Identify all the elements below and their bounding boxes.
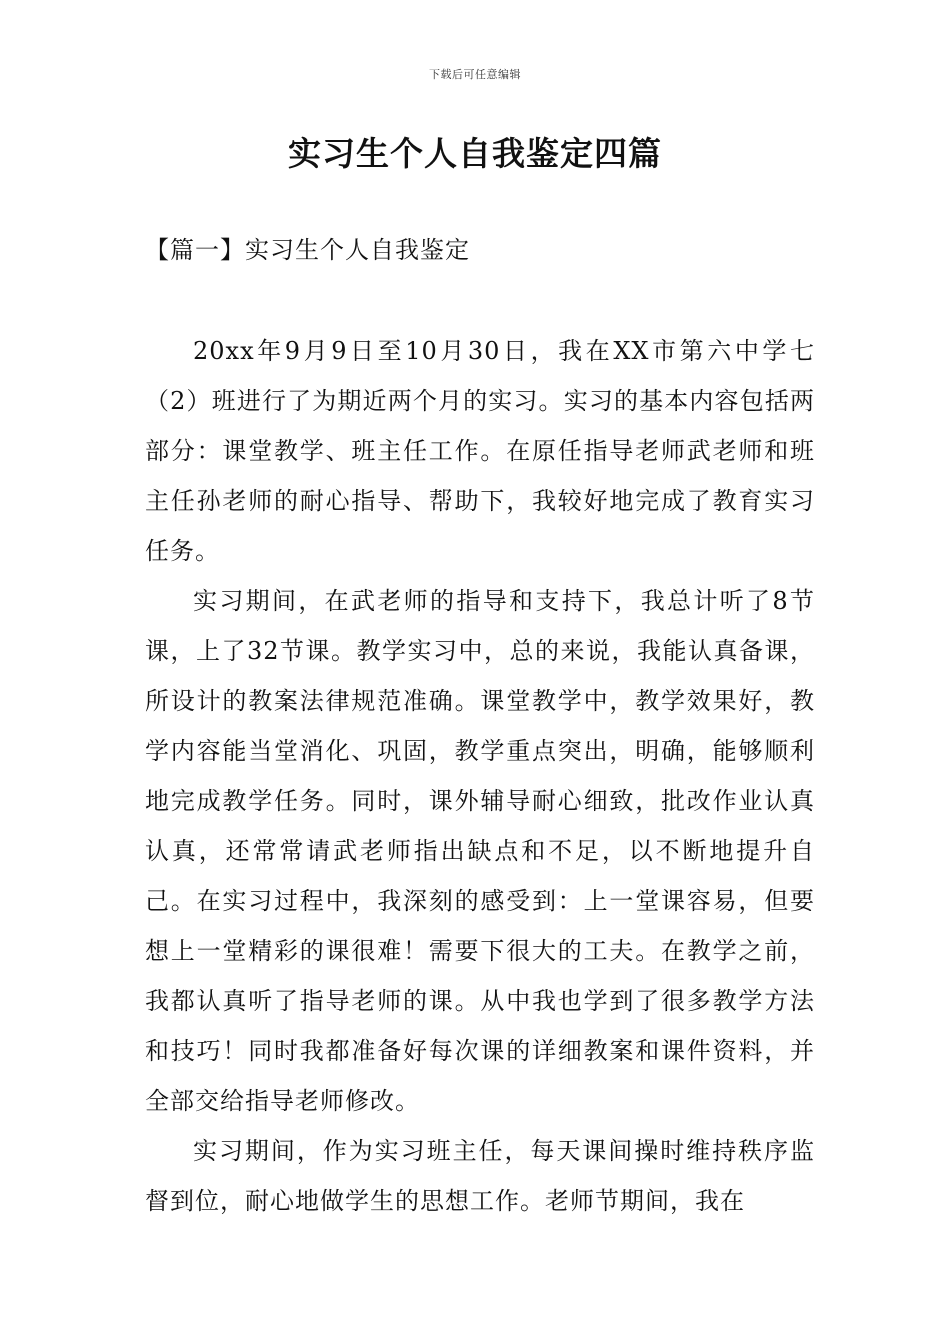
body-text bbox=[145, 326, 815, 1226]
header-note: 下载后可任意编辑 bbox=[429, 68, 521, 81]
document-title: 实习生个人自我鉴定四篇 bbox=[288, 134, 662, 173]
section-heading: 【篇一】实习生个人自我鉴定 bbox=[145, 236, 470, 264]
paragraph: 20xx年9月9日至10月30日，我在XX市第六中学七（2）班进行了为期近两个月的实习。实习的基本内容包括两部分：课堂教学、班主任工作。在原任指导老师武老师和班主任孙老师的耐心指导、帮助下，我较好地完成了教育实习任务。 bbox=[145, 337, 815, 565]
paragraph: 实习期间，在武老师的指导和支持下，我总计听了8节课，上了32节课。教学实习中，总的来说，我能认真备课，所设计的教案法律规范准确。课堂教学中，教学效果好，教学内容能当堂消化、巩固，教学重点突出，明确，能够顺利地完成教学任务。同时，课外辅导耐心细致，批改作业认真认真，还常常请武老师指出缺点和不足，以不断地提升自己。在实习过程中，我深刻的感受到：上一堂课容易，但要想上一堂精彩的课很难！需要下很大的工夫。在教学之前，我都认真听了指导老师的课。从中我也学到了很多教学方法和技巧！同时我都准备好每次课的详细教案和课件资料，并全部交给指导老师修改。 bbox=[145, 587, 815, 1115]
paragraph: 实习期间，作为实习班主任，每天课间操时维持秩序监督到位，耐心地做学生的思想工作。老师节期间，我在 bbox=[145, 1137, 815, 1215]
